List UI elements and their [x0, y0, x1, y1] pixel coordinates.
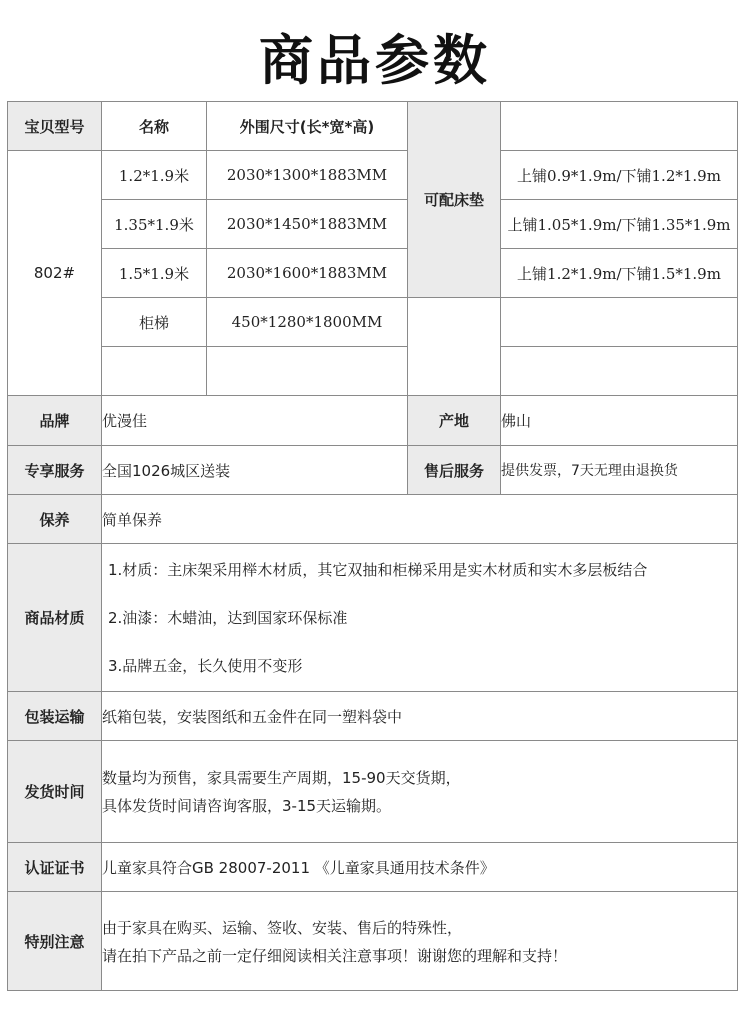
service-value: 全国1026城区送装	[102, 446, 408, 495]
model-value: 802#	[8, 151, 102, 396]
row-name: 柜梯	[102, 298, 207, 347]
row-size: 2030*1450*1883MM	[207, 200, 408, 249]
notice-label: 特别注意	[8, 892, 102, 991]
certification-value: 儿童家具符合GB 28007-2011 《儿童家具通用技术条件》	[102, 843, 738, 892]
material-label: 商品材质	[8, 544, 102, 692]
row-mattress: 上铺1.2*1.9m/下铺1.5*1.9m	[501, 249, 738, 298]
notice-line: 请在拍下产品之前一定仔细阅读相关注意事项！谢谢您的理解和支持！	[102, 946, 568, 965]
model-label: 宝贝型号	[8, 102, 102, 151]
empty-cell	[207, 347, 408, 396]
notice-value	[102, 892, 738, 991]
packaging-value: 纸箱包装，安装图纸和五金件在同一塑料袋中	[102, 692, 738, 741]
material-row	[8, 544, 738, 692]
notice-line: 由于家具在购买、运输、签收、安装、售后的特殊性，	[102, 918, 463, 937]
maintenance-label: 保养	[8, 495, 102, 544]
table-row	[8, 151, 738, 200]
maintenance-value: 简单保养	[102, 495, 738, 544]
name-header: 名称	[102, 102, 207, 151]
after-sales-value: 提供发票，7天无理由退换货	[501, 446, 738, 495]
packaging-label: 包装运输	[8, 692, 102, 741]
empty-cell	[501, 347, 738, 396]
brand-row	[8, 396, 738, 446]
shipping-value	[102, 741, 738, 843]
service-label: 专享服务	[8, 446, 102, 495]
table-row	[8, 347, 738, 396]
material-line: 2.油漆：木蜡油，达到国家环保标准	[108, 609, 348, 627]
shipping-line: 数量均为预售，家具需要生产周期，15-90天交货期，	[102, 769, 461, 787]
page-title: 商品参数	[259, 29, 491, 92]
certification-row	[8, 843, 738, 892]
material-line: 1.材质：主床架采用榉木材质，其它双抽和柜梯采用是实木材质和实木多层板结合	[108, 561, 648, 579]
shipping-row	[8, 741, 738, 843]
shipping-label: 发货时间	[8, 741, 102, 843]
after-sales-label: 售后服务	[408, 446, 501, 495]
material-value	[102, 544, 738, 692]
notice-row	[8, 892, 738, 991]
mattress-label: 可配床垫	[408, 102, 501, 298]
origin-label: 产地	[408, 396, 501, 446]
certification-label: 认证证书	[8, 843, 102, 892]
mattress-header-empty	[501, 102, 738, 151]
empty-cell	[102, 347, 207, 396]
spec-table	[7, 101, 738, 991]
row-mattress: 上铺1.05*1.9m/下铺1.35*1.9m	[501, 200, 738, 249]
maintenance-row	[8, 495, 738, 544]
shipping-line: 具体发货时间请咨询客服，3-15天运输期。	[102, 797, 392, 815]
brand-label: 品牌	[8, 396, 102, 446]
table-header-row	[8, 102, 738, 151]
table-row	[8, 200, 738, 249]
size-header: 外围尺寸(长*宽*高)	[207, 102, 408, 151]
material-line: 3.品牌五金，长久使用不变形	[108, 657, 303, 675]
origin-value: 佛山	[501, 396, 738, 446]
row-mattress	[501, 298, 738, 347]
row-name: 1.35*1.9米	[102, 200, 207, 249]
row-name: 1.5*1.9米	[102, 249, 207, 298]
row-size: 450*1280*1800MM	[207, 298, 408, 347]
row-mattress: 上铺0.9*1.9m/下铺1.2*1.9m	[501, 151, 738, 200]
row-name: 1.2*1.9米	[102, 151, 207, 200]
packaging-row	[8, 692, 738, 741]
row-size: 2030*1600*1883MM	[207, 249, 408, 298]
brand-value: 优漫佳	[102, 396, 408, 446]
table-row	[8, 249, 738, 298]
service-row	[8, 446, 738, 495]
empty-cell	[408, 298, 501, 396]
table-row	[8, 298, 738, 347]
row-size: 2030*1300*1883MM	[207, 151, 408, 200]
